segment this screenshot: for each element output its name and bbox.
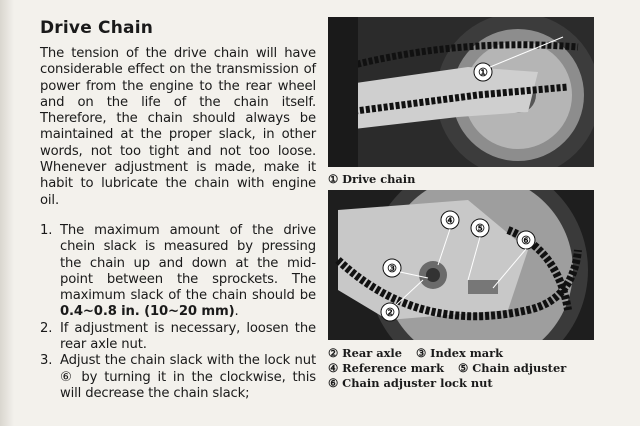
step-text: If adjustment is necessary, loosen the rear axle nut. [60, 320, 316, 353]
intro-paragraph: The tension of the drive chain will have considerable effect on the transmission of power from the engine to the rear wheel and on the life of the chain itself. Therefore, the chain should always be maintained at the proper slack, in other words, not too tight and not too loose. Whenever adjustment is made, make it habit to lubricate the chain with engine oil. [40, 46, 316, 208]
legend-row [328, 346, 580, 361]
drive-chain-photo [328, 17, 594, 167]
callout-5: ⑤ [475, 222, 485, 235]
step-item [40, 353, 316, 402]
step-tail: . [234, 304, 239, 320]
figure2-legend [328, 346, 580, 391]
chain-adjuster-photo [328, 190, 594, 340]
legend-reference-mark: ④ Reference mark [328, 361, 445, 375]
step-number: 1. [40, 222, 53, 238]
adjustment-steps [40, 223, 316, 402]
figure1-caption: ① Drive chain [328, 172, 416, 186]
step-text: The maximum amount of the drive chein slack is measured by pressing the chain up and down at the mid-point between the sprockets. The maximum slack of the chain should be [60, 222, 316, 304]
legend-index-mark: ③ Index mark [415, 346, 504, 360]
chain-adjuster-illustration [328, 190, 594, 340]
slack-spec: 0.4~0.8 in. (10~20 mm) [60, 304, 235, 320]
legend-row [328, 361, 580, 376]
drive-chain-illustration [328, 17, 594, 167]
legend-row [328, 376, 580, 391]
callout-6: ⑥ [521, 234, 531, 247]
callout-4: ④ [445, 214, 455, 227]
page-binding-edge [0, 0, 14, 426]
section-title: Drive Chain [40, 18, 154, 38]
text-column [40, 18, 316, 402]
callout-2: ② [385, 306, 395, 319]
legend-chain-adjuster: ⑤ Chain adjuster [458, 361, 567, 375]
legend-lock-nut: ⑥ Chain adjuster lock nut [328, 376, 493, 390]
step-item [40, 321, 316, 354]
step-number: 2. [40, 320, 53, 336]
legend-rear-axle: ② Rear axle [328, 346, 402, 360]
callout-1: ① [478, 66, 488, 79]
callout-3: ③ [387, 262, 397, 275]
step-item [40, 223, 316, 321]
step-number: 3. [40, 353, 53, 369]
step-text: Adjust the chain slack with the lock nut ⑥ by turning it in the clockwise, this will decrease the chain slack; [60, 353, 316, 401]
